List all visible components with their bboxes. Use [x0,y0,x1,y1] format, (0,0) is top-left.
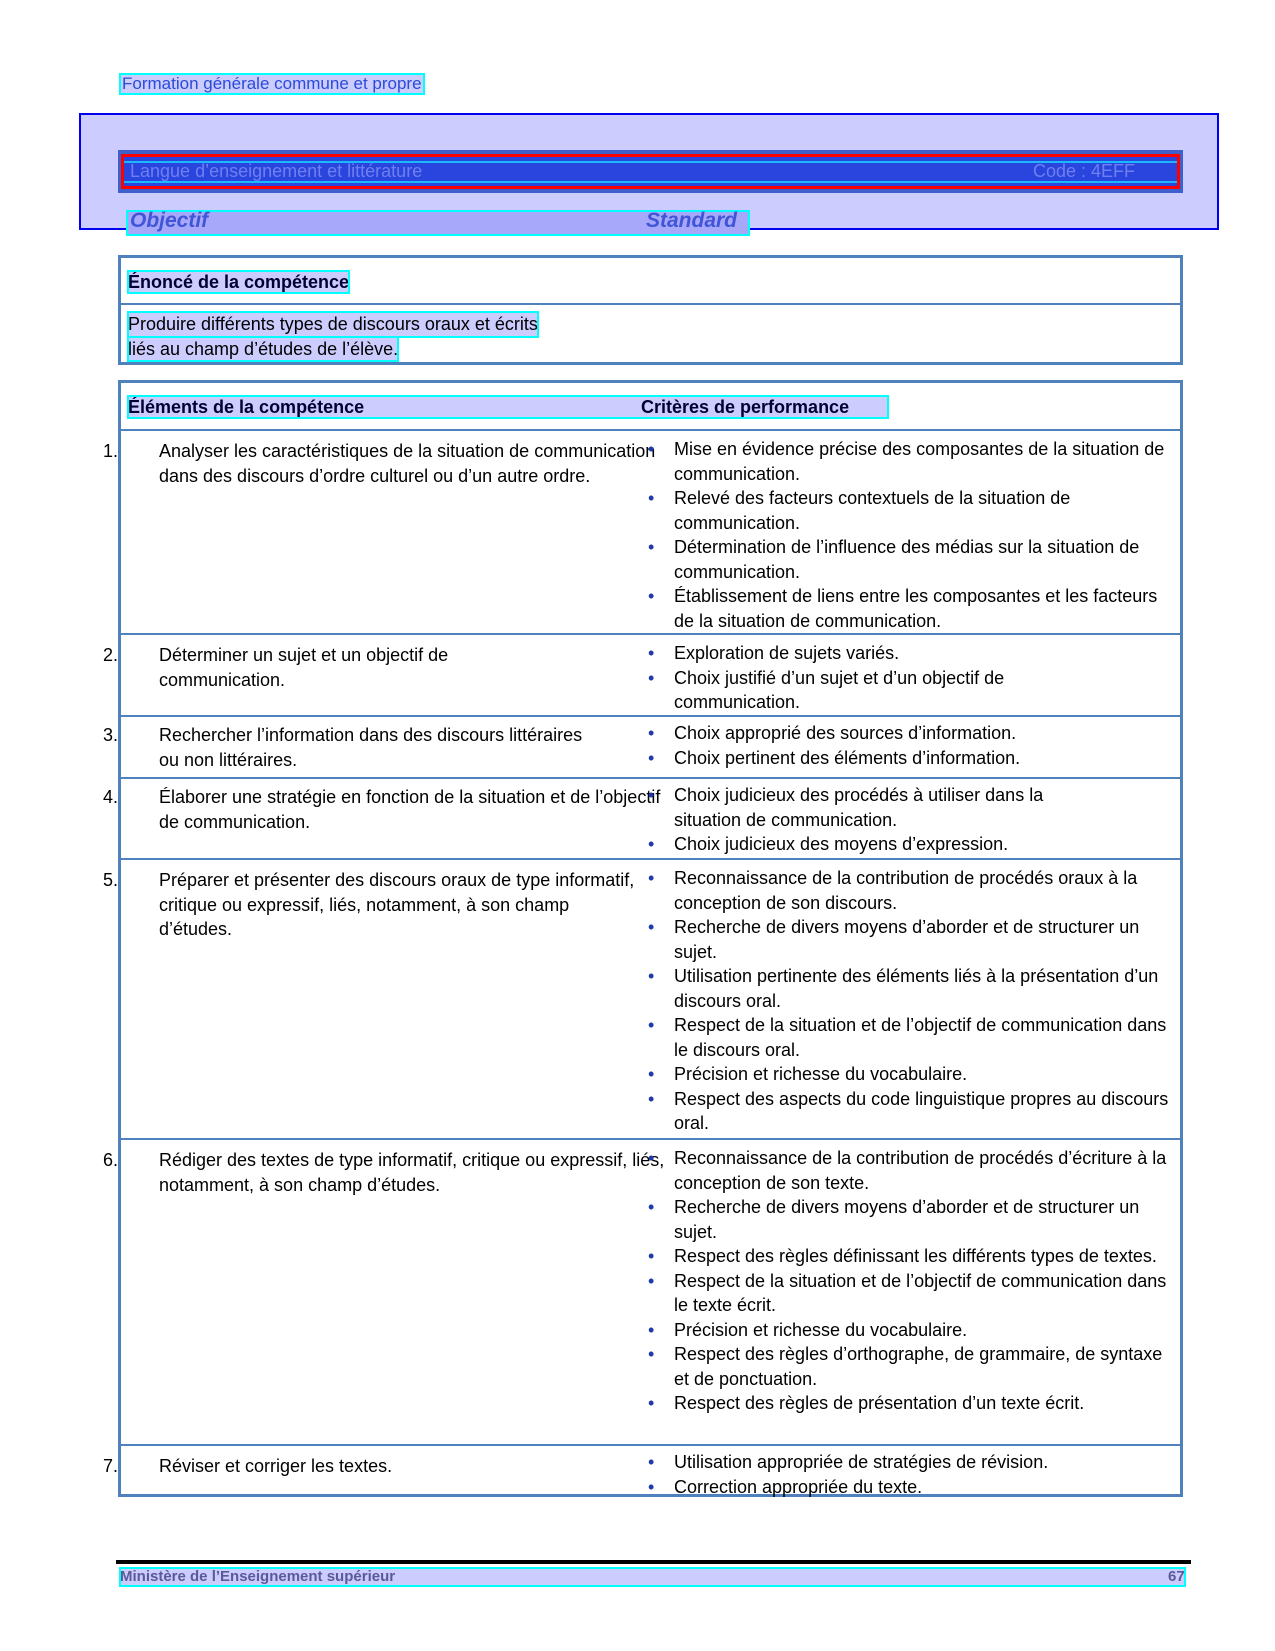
criteria-list [646,641,1066,715]
table-row [103,858,1180,1140]
course-code: Code : 4EFF [1032,161,1135,181]
enonce-heading: Énoncé de la compétence [128,272,350,292]
objective-standard-heads [128,208,748,236]
footer-ministry-text: Ministère de l’Enseignement supérieur [120,1568,396,1585]
criterion: • Exploration de sujets variés. [646,641,1066,666]
standard-heading: Standard [646,209,738,232]
criterion: • Mise en évidence précise des composantes de la situation de communication. [646,437,1181,486]
running-header: Formation générale commune et propre [122,74,422,93]
element-text: Analyser les caractéristiques de la situation de communication dans des discours d’ordre culturel ou d’un autre ordre. [159,441,656,486]
criterion: • Recherche de divers moyens d’aborder et de structurer un sujet. [646,1195,1181,1244]
table-row [103,1444,1180,1498]
criterion: • Utilisation appropriée de stratégies de révision. [646,1450,1181,1475]
element-cell [103,439,679,488]
footer-ministry [120,1568,1185,1586]
enonce-text [128,312,538,361]
criterion: • Respect de la situation et de l’objectif de communication dans le discours oral. [646,1013,1181,1062]
enonce-line-1: Produire différents types de discours oraux et écrits [128,312,538,337]
element-text: Déterminer un sujet et un objectif de communication. [159,645,449,690]
element-number: 1. [103,441,119,461]
criteria-list [646,1450,1181,1499]
criterion: • Respect des règles définissant les différents types de textes. [646,1244,1181,1269]
element-number: 5. [103,870,119,890]
element-cell [103,723,599,772]
elements-header-row [128,396,888,418]
element-cell [103,643,519,692]
criterion: • Détermination de l’influence des médias sur la situation de communication. [646,535,1181,584]
table-row [103,1138,1180,1446]
criterion: • Correction appropriée du texte. [646,1475,1181,1500]
criterion: • Choix judicieux des procédés à utiliser dans la situation de communication. [646,783,1096,832]
enonce-divider [121,303,1180,305]
criterion: • Recherche de divers moyens d’aborder et de structurer un sujet. [646,915,1181,964]
element-text: Rechercher l’information dans des discours littéraires ou non littéraires. [159,725,583,770]
criterion: • Choix approprié des sources d’information. [646,721,1181,746]
element-cell [103,1148,679,1197]
element-cell [103,1454,679,1479]
criteria-list [646,1146,1181,1416]
table-row [103,777,1180,860]
course-title-frame [121,154,1180,189]
element-number: 7. [103,1456,119,1476]
criterion: • Respect des aspects du code linguistique propres au discours oral. [646,1087,1181,1136]
criterion: • Reconnaissance de la contribution de procédés oraux à la conception de son discours. [646,866,1181,915]
criterion: • Respect des règles de présentation d’un texte écrit. [646,1391,1181,1416]
element-cell [103,868,639,942]
criterion: • Respect des règles d’orthographe, de grammaire, de syntaxe et de ponctuation. [646,1342,1181,1391]
criterion: • Précision et richesse du vocabulaire. [646,1318,1181,1343]
criterion: • Respect de la situation et de l’objectif de communication dans le texte écrit. [646,1269,1181,1318]
criterion: • Reconnaissance de la contribution de procédés d’écriture à la conception de son texte. [646,1146,1181,1195]
criteria-list [646,866,1181,1136]
enonce-line-2: liés au champ d’études de l’élève. [128,337,398,362]
criterion: • Relevé des facteurs contextuels de la situation de communication. [646,486,1181,535]
criteria-list [646,783,1096,857]
element-text: Rédiger des textes de type informatif, critique ou expressif, liés, notamment, à son champ d’études. [159,1150,665,1195]
element-text: Élaborer une stratégie en fonction de la situation et de l’objectif de communication. [159,787,661,832]
element-number: 6. [103,1150,119,1170]
course-title-bar [118,150,1183,193]
criterion: • Choix pertinent des éléments d’information. [646,746,1181,771]
element-number: 2. [103,645,119,665]
element-cell [103,785,679,834]
criterion: • Choix justifié d’un sujet et d’un objectif de communication. [646,666,1066,715]
element-text: Préparer et présenter des discours oraux de type informatif, critique ou expressif, liés, notamment, à son champ d’études. [159,870,635,939]
footer-rule [116,1560,1191,1564]
course-title: Langue d’enseignement et littérature [130,161,423,181]
criterion: • Précision et richesse du vocabulaire. [646,1062,1181,1087]
table-row [103,633,1180,717]
criteria-list [646,437,1181,633]
table-row [103,429,1180,635]
enonce-table [118,255,1183,365]
table-row [103,715,1180,779]
page-number: 67 [1168,1568,1185,1585]
element-number: 4. [103,787,119,807]
col-elements-heading: Éléments de la compétence [128,397,365,417]
objectif-heading: Objectif [130,209,209,232]
criterion: • Choix judicieux des moyens d’expression. [646,832,1096,857]
criteria-list [646,721,1181,770]
elements-table [103,380,1183,1497]
criterion: • Utilisation pertinente des éléments liés à la présentation d’un discours oral. [646,964,1181,1013]
element-text: Réviser et corriger les textes. [159,1456,393,1476]
element-number: 3. [103,725,119,745]
criterion: • Établissement de liens entre les composantes et les facteurs de la situation de communication. [646,584,1181,633]
col-criteres-heading: Critères de performance [641,397,850,417]
